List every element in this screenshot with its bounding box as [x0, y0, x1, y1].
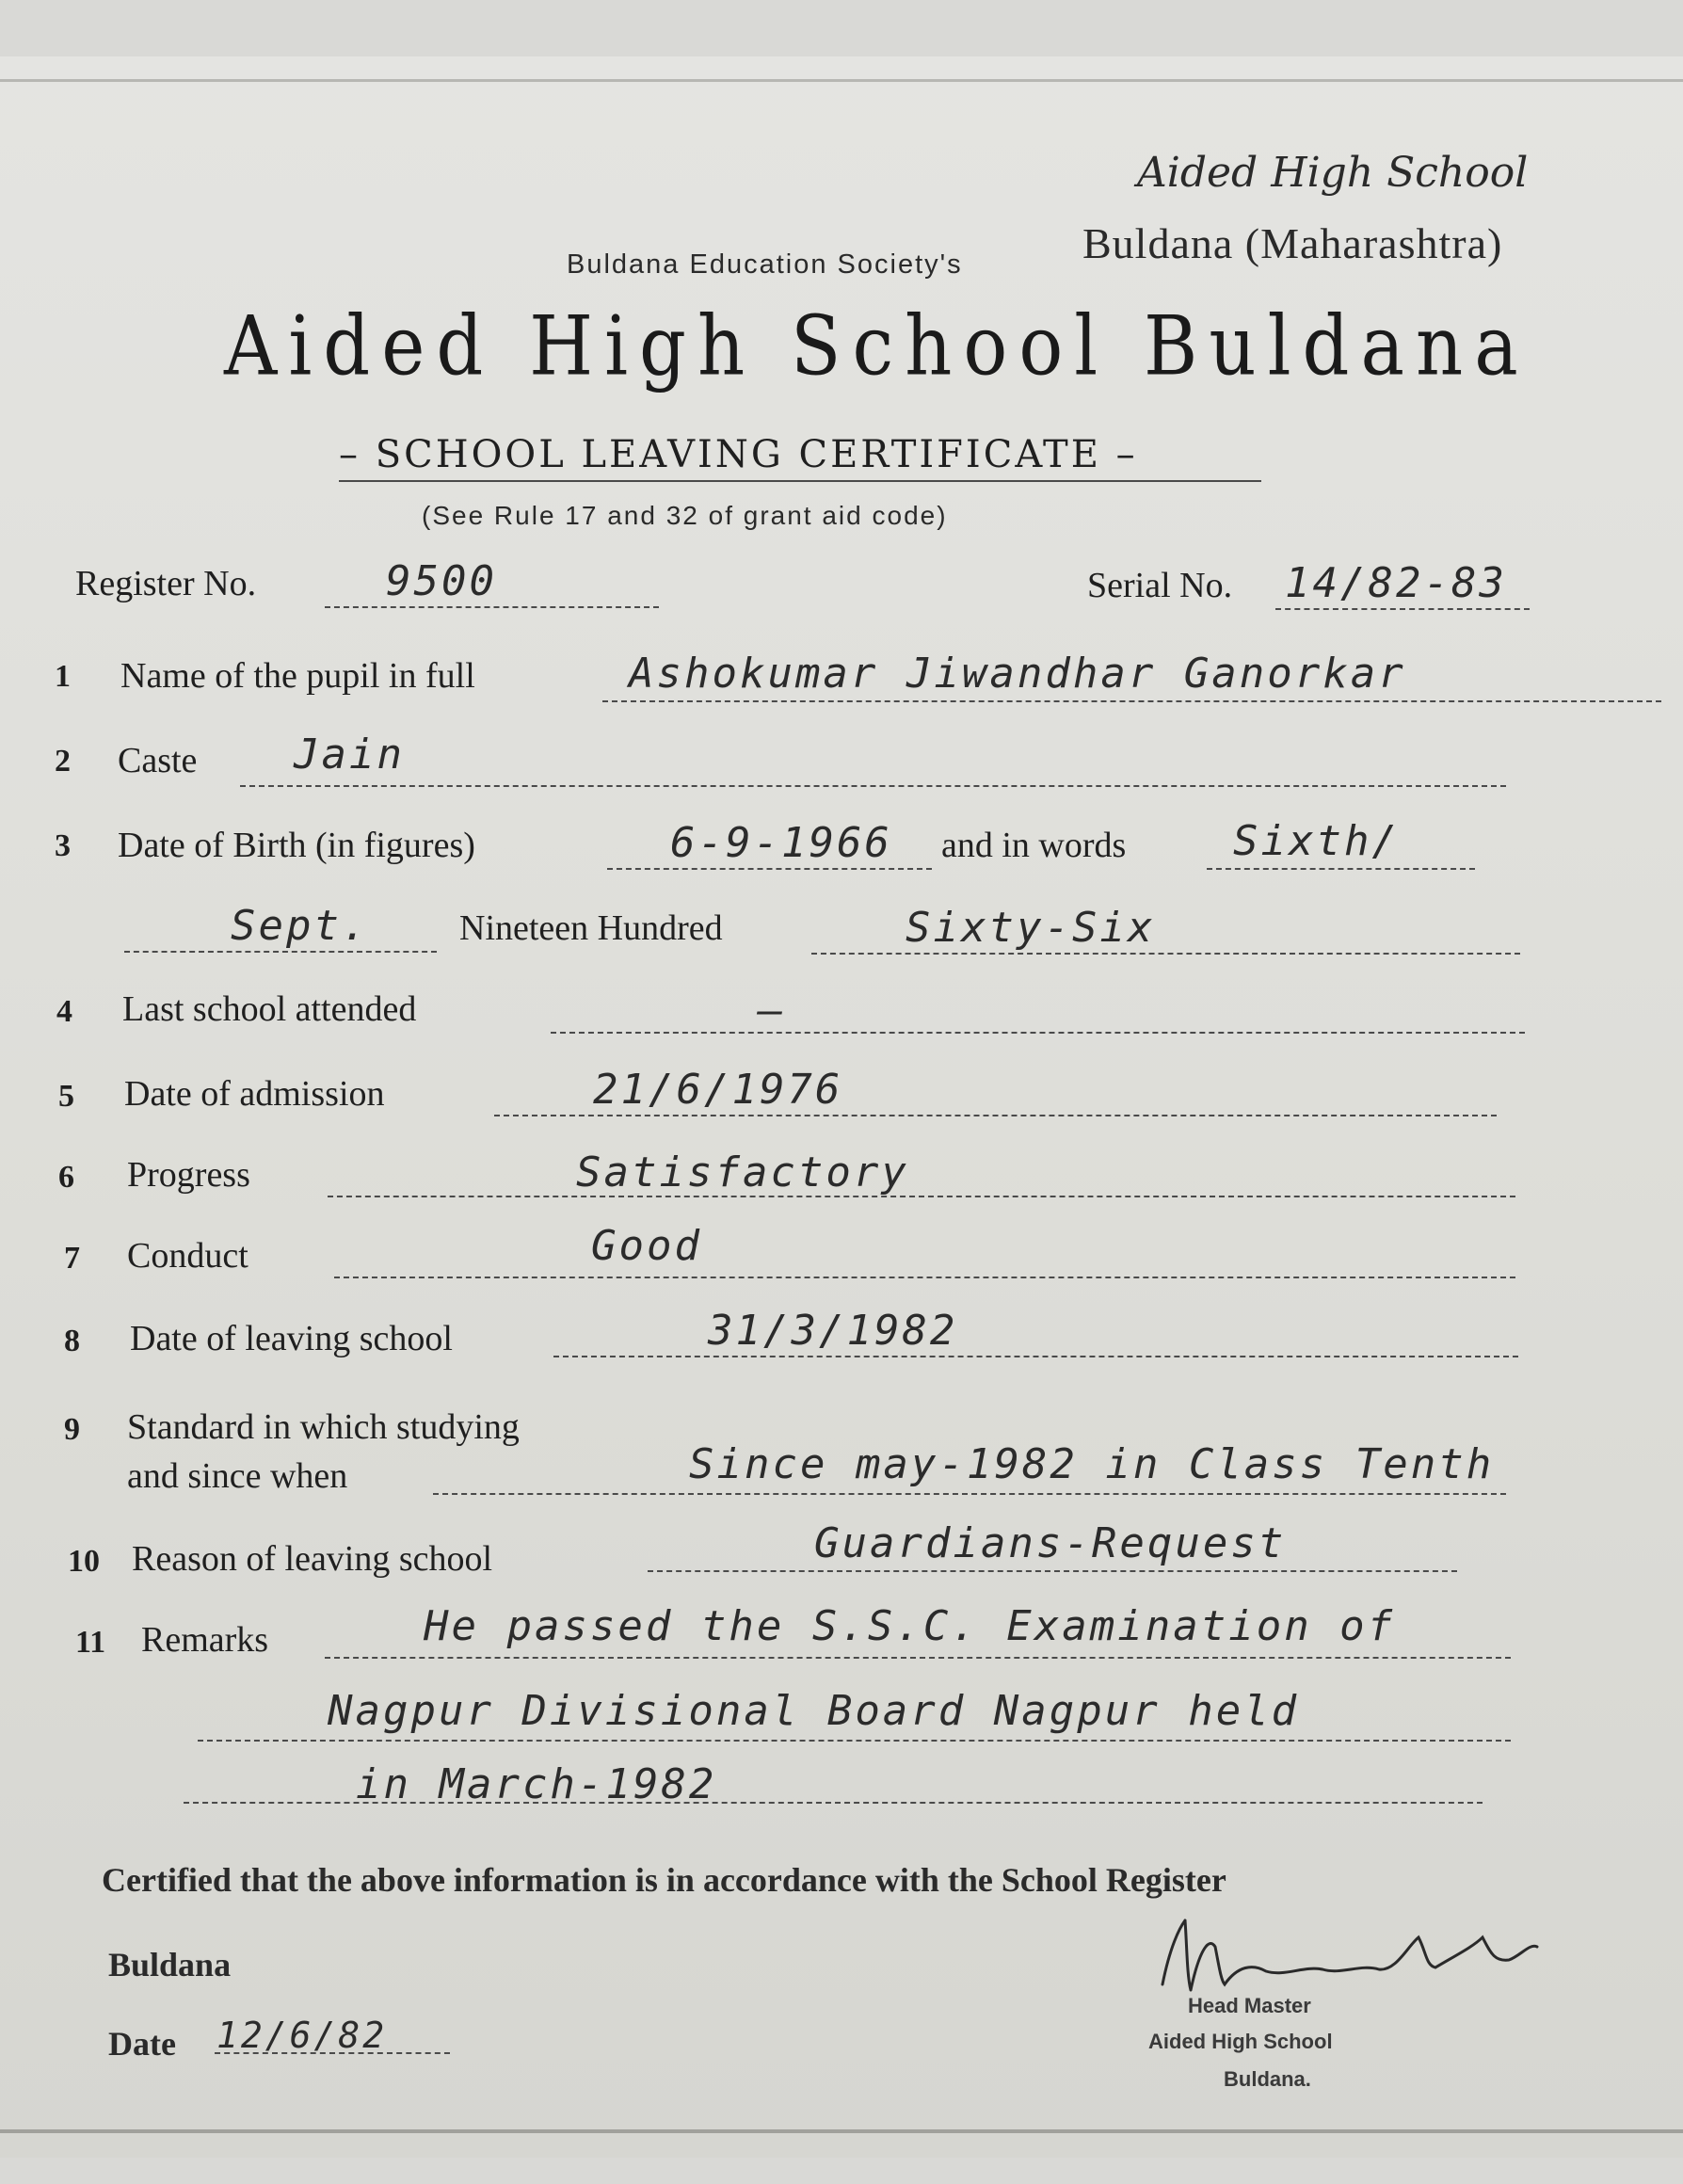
dob-words-line [1207, 868, 1475, 870]
register-line [325, 606, 659, 608]
stamp-school: Aided High School [1148, 2030, 1333, 2053]
dob-year-line [811, 953, 1520, 955]
dob-hundred-label: Nineteen Hundred [459, 908, 723, 948]
conduct-line [334, 1277, 1515, 1278]
register-value: 9500 [386, 557, 497, 605]
standard-label-2: and since when [127, 1456, 348, 1496]
admission-label: Date of admission [124, 1074, 385, 1114]
dob-figures-value: 6-9-1966 [670, 819, 892, 867]
remarks-rule-3 [184, 1802, 1483, 1804]
remarks-line-2: Nagpur Divisional Board Nagpur held [328, 1687, 1300, 1735]
title-underline [339, 480, 1261, 482]
conduct-label: Conduct [127, 1236, 248, 1276]
dob-figures-line [607, 868, 932, 870]
stamp-headmaster: Head Master [1188, 1994, 1311, 2017]
register-label: Register No. [75, 564, 257, 603]
field-number-7: 7 [64, 1241, 80, 1276]
field-number-9: 9 [64, 1412, 80, 1447]
caste-line [240, 785, 1506, 787]
dob-words-day: Sixth/ [1233, 817, 1400, 865]
name-line [602, 700, 1661, 702]
progress-value: Satisfactory [576, 1148, 909, 1196]
caste-value: Jain [294, 731, 405, 779]
dob-words-label: and in words [941, 826, 1127, 865]
dob-label: Date of Birth (in figures) [118, 826, 475, 865]
certificate-title: – SCHOOL LEAVING CERTIFICATE – [339, 433, 1138, 476]
reason-label: Reason of leaving school [132, 1539, 493, 1579]
serial-label: Serial No. [1087, 566, 1233, 605]
remarks-line-1: He passed the S.S.C. Examination of [424, 1602, 1396, 1650]
dob-month-line [124, 951, 437, 953]
date-value: 12/6/82 [216, 2015, 388, 2056]
conduct-value: Good [591, 1222, 702, 1270]
dob-words-month: Sept. [231, 902, 370, 950]
field-number-10: 10 [68, 1544, 100, 1579]
field-number-2: 2 [55, 744, 71, 779]
caste-label: Caste [118, 741, 198, 780]
date-label: Date [108, 2025, 176, 2063]
last-school-value: — [758, 987, 786, 1035]
leaving-date-line [553, 1356, 1518, 1357]
certified-statement: Certified that the above information is in accordance with the School Register [102, 1861, 1226, 1899]
dob-words-year: Sixty-Six [906, 904, 1156, 952]
leaving-date-label: Date of leaving school [130, 1319, 453, 1358]
place: Buldana [108, 1946, 232, 1983]
remarks-rule-2 [198, 1740, 1511, 1742]
society-name: Buldana Education Society's [567, 249, 963, 280]
last-school-line [551, 1032, 1525, 1034]
remarks-rule-1 [325, 1657, 1511, 1659]
admission-value: 21/6/1976 [593, 1066, 843, 1114]
standard-label-1: Standard in which studying [127, 1407, 520, 1447]
stamp-school-location: Buldana (Maharashtra) [1082, 219, 1503, 267]
name-value: Ashokumar Jiwandhar Ganorkar [629, 650, 1406, 698]
remarks-line-3: in March-1982 [356, 1760, 717, 1808]
field-number-6: 6 [58, 1160, 74, 1195]
standard-value: Since may-1982 in Class Tenth [689, 1440, 1495, 1488]
last-school-label: Last school attended [122, 989, 417, 1029]
reason-line [648, 1570, 1457, 1572]
stamp-place: Buldana. [1224, 2067, 1311, 2091]
field-number-11: 11 [75, 1625, 106, 1660]
date-line [215, 2052, 450, 2054]
field-number-4: 4 [56, 994, 72, 1029]
leaving-date-value: 31/3/1982 [708, 1307, 958, 1355]
reason-value: Guardians-Request [814, 1519, 1287, 1567]
remarks-label: Remarks [141, 1620, 269, 1660]
serial-value: 14/82-83 [1285, 559, 1507, 607]
school-title: Aided High School Buldana [224, 299, 1530, 394]
name-label: Name of the pupil in full [120, 656, 475, 696]
stamp-school-name: Aided High School [1137, 149, 1529, 197]
progress-line [328, 1196, 1515, 1197]
paper-bottom-edge [0, 2129, 1683, 2133]
field-number-5: 5 [58, 1079, 74, 1114]
standard-line [433, 1493, 1506, 1495]
rule-note: (See Rule 17 and 32 of grant aid code) [422, 501, 948, 530]
field-number-1: 1 [55, 659, 71, 694]
serial-line [1275, 608, 1530, 610]
progress-label: Progress [127, 1155, 250, 1195]
field-number-8: 8 [64, 1324, 80, 1358]
paper-top-edge [0, 79, 1683, 82]
field-number-3: 3 [55, 828, 71, 863]
admission-line [494, 1115, 1497, 1116]
headmaster-signature [1144, 1909, 1558, 2003]
